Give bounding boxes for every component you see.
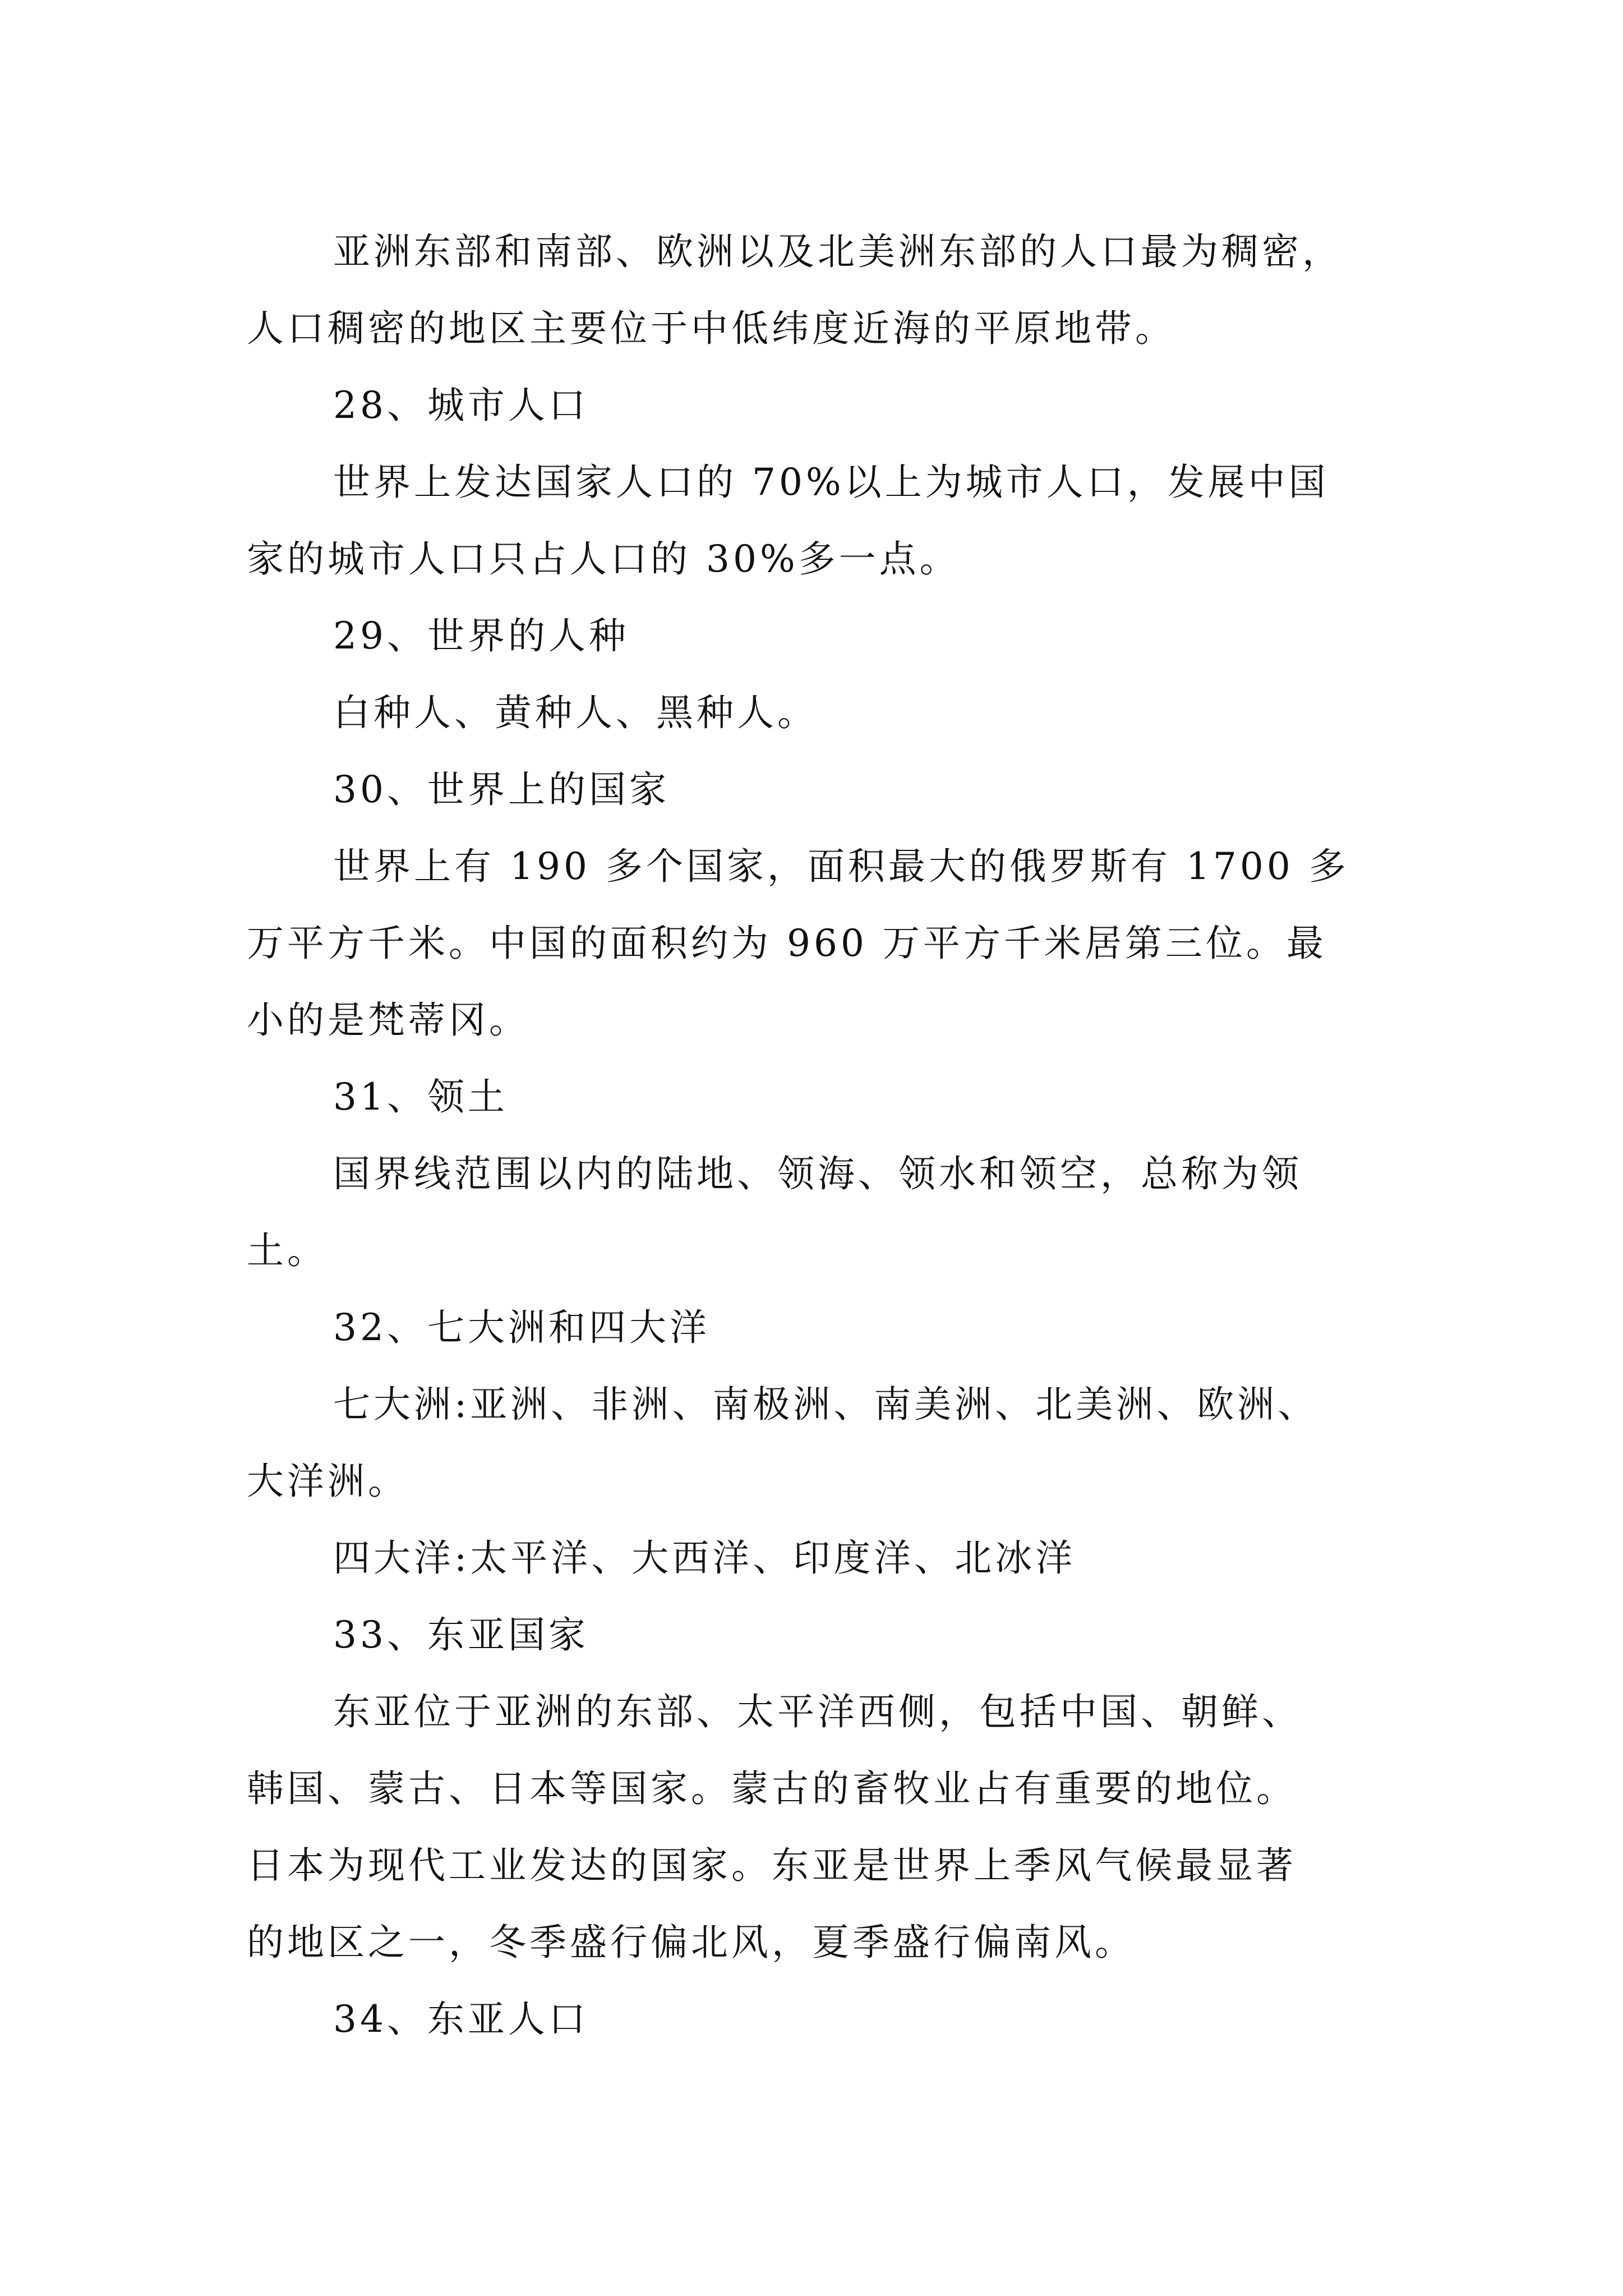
text-line: 四大洋:太平洋、大西洋、印度洋、北冰洋 (333, 1536, 1076, 1580)
text-line: 韩国、蒙古、日本等国家。蒙古的畜牧业占有重要的地位。 (247, 1767, 1297, 1810)
document-page (247, 213, 1424, 2058)
section-heading: 30、世界上的国家 (333, 768, 670, 811)
text-line: 东亚位于亚洲的东部、太平洋西侧，包括中国、朝鲜、 (333, 1690, 1302, 1733)
section-heading: 32、七大洲和四大洋 (333, 1306, 710, 1349)
text-line: 家的城市人口只占人口的 30%多一点。 (247, 537, 960, 581)
section-heading: 29、世界的人种 (333, 614, 629, 657)
text-line: 世界上有 190 多个国家，面积最大的俄罗斯有 1700 多 (333, 845, 1349, 888)
text-line: 日本为现代工业发达的国家。东亚是世界上季风气候最显著 (247, 1844, 1297, 1887)
text-line: 的地区之一，冬季盛行偏北风，夏季盛行偏南风。 (247, 1921, 1135, 1964)
text-line: 七大洲:亚洲、非洲、南极洲、南美洲、北美洲、欧洲、 (333, 1383, 1318, 1426)
text-line: 万平方千米。中国的面积约为 960 万平方千米居第三位。最 (247, 922, 1327, 965)
text-line: 小的是梵蒂冈。 (247, 999, 529, 1042)
text-line: 人口稠密的地区主要位于中低纬度近海的平原地带。 (247, 307, 1175, 350)
text-line: 白种人、黄种人、黑种人。 (333, 691, 818, 734)
text-line: 国界线范围以内的陆地、领海、领水和领空，总称为领 (333, 1152, 1302, 1195)
text-line: 大洋洲。 (247, 1460, 408, 1503)
text-line: 世界上发达国家人口的 70%以上为城市人口，发展中国 (333, 461, 1329, 504)
section-heading: 28、城市人口 (333, 384, 589, 427)
text-line: 亚洲东部和南部、欧洲以及北美洲东部的人口最为稠密， (333, 230, 1343, 273)
section-heading: 34、东亚人口 (333, 1998, 589, 2041)
text-line: 土。 (247, 1229, 328, 1272)
section-heading: 31、领土 (333, 1075, 508, 1119)
section-heading: 33、东亚国家 (333, 1613, 589, 1657)
